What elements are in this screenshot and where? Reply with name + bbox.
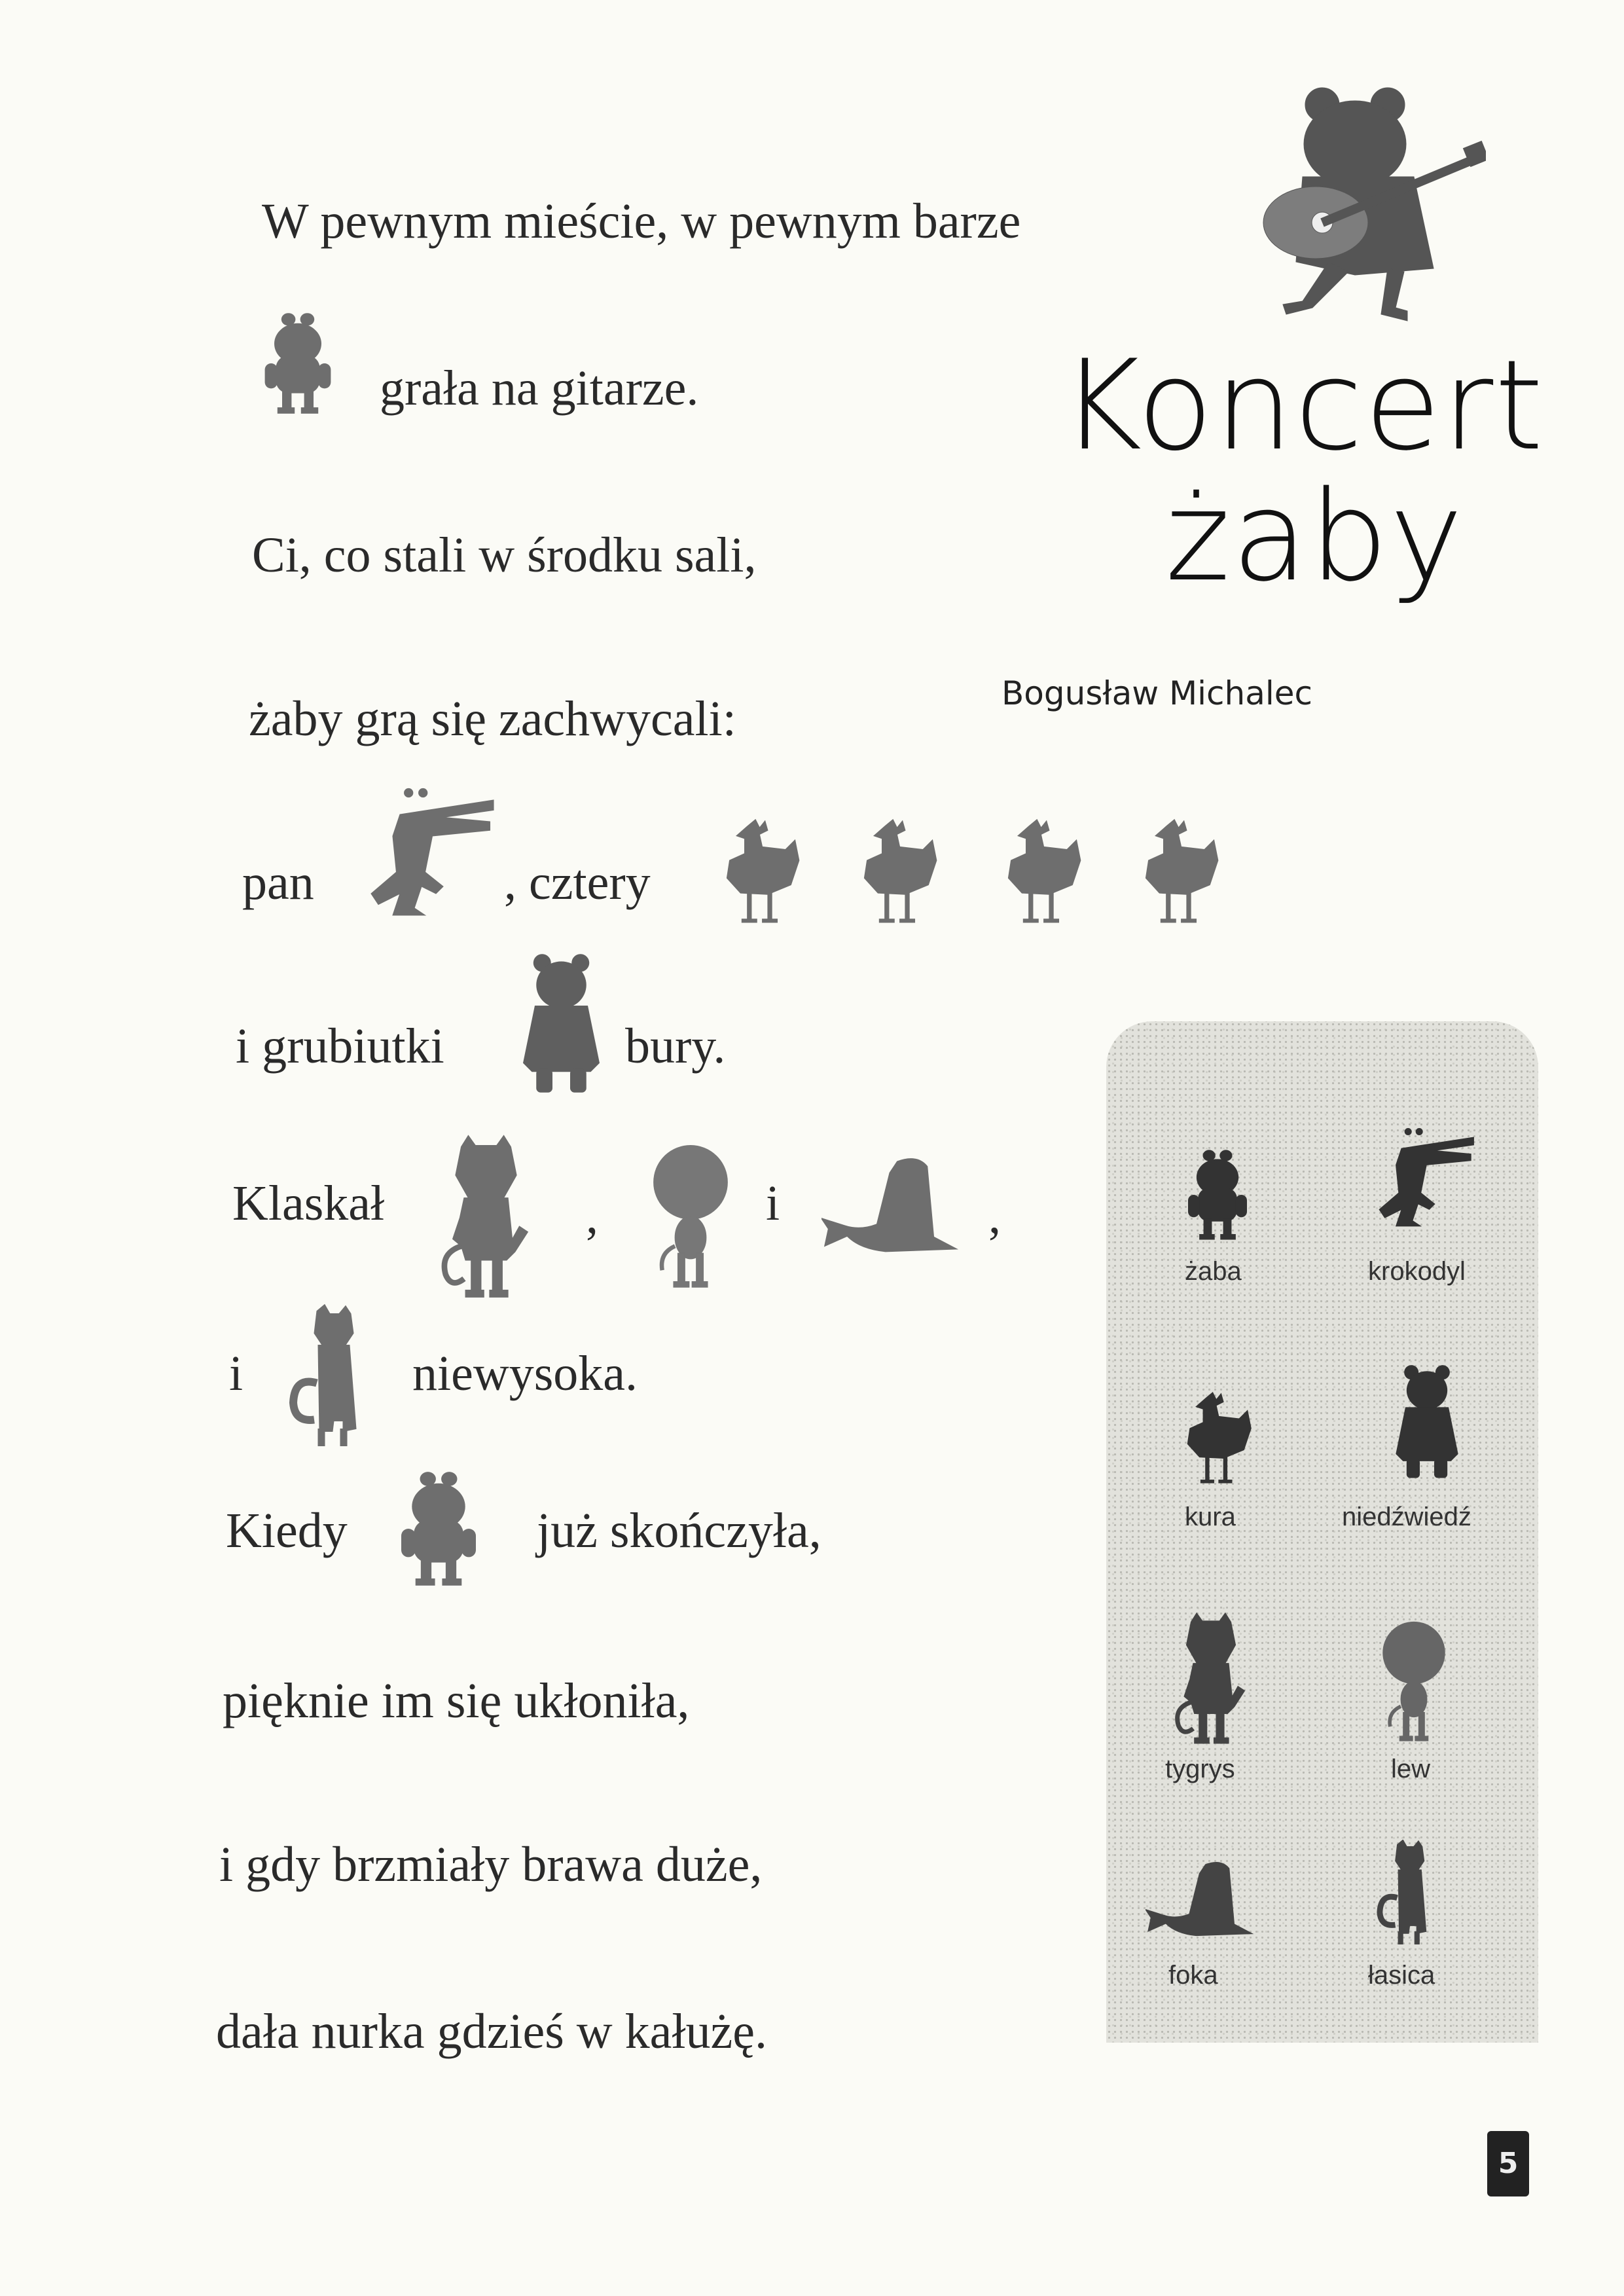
crocodile-icon	[1368, 1120, 1479, 1244]
poem-line-9-start: Kiedy	[226, 1503, 348, 1558]
legend-label-weasel: łasica	[1368, 1961, 1435, 1990]
seal-icon	[821, 1139, 962, 1270]
seal-icon	[1146, 1846, 1257, 1951]
poem-line-1: W pewnym mieście, w pewnym barze	[262, 194, 1021, 249]
tiger-icon	[1165, 1611, 1257, 1748]
poem-line-10: pięknie im się ukłoniła,	[223, 1673, 690, 1728]
poem-line-8-start: i	[229, 1346, 244, 1401]
poem-line-7-start: Klaskał	[232, 1176, 385, 1231]
lion-icon	[1378, 1617, 1450, 1748]
poem-line-11: i gdy brzmiały brawa duże,	[219, 1837, 763, 1892]
hen-icon	[857, 818, 939, 930]
poem-line-6-start: i grubiutki	[236, 1019, 444, 1074]
frog-icon	[1182, 1146, 1254, 1244]
legend-label-hen: kura	[1185, 1503, 1236, 1531]
legend-label-tiger: tygrys	[1165, 1755, 1235, 1783]
lion-icon	[648, 1139, 733, 1296]
poem-line-6-end: bury.	[625, 1019, 726, 1074]
poem-title	[1060, 333, 1584, 609]
hen-icon	[1139, 818, 1221, 930]
legend-label-crocodile: krokodyl	[1368, 1257, 1466, 1286]
poem-line-8-end: niewysoka.	[412, 1346, 638, 1401]
illustration-bear-guitar-icon	[1224, 72, 1486, 347]
poem-line-5-start: pan	[242, 855, 314, 910]
poem-author: Bogusław Michalec	[1001, 674, 1312, 712]
legend-label-lion: lew	[1391, 1755, 1431, 1783]
poem-line-7-end-comma: ,	[988, 1189, 1001, 1244]
poem-line-5-mid: , cztery	[504, 855, 651, 910]
tiger-icon	[432, 1133, 540, 1303]
legend-label-seal: foka	[1168, 1961, 1218, 1990]
poem-line-12: dała nurka gdzieś w kałużę.	[216, 2004, 767, 2059]
poem-title-line-1: Koncert	[1060, 333, 1545, 478]
poem-title-line-2: żaby	[1165, 464, 1465, 609]
poem-line-7-comma: ,	[586, 1189, 598, 1244]
legend-label-frog: żaba	[1185, 1257, 1242, 1286]
poem-line-9-end: już skończyła,	[537, 1503, 821, 1558]
crocodile-icon	[357, 786, 501, 930]
bear-icon	[1391, 1358, 1463, 1489]
legend-label-bear: niedźwiedź	[1342, 1503, 1471, 1531]
weasel-icon	[1375, 1840, 1440, 1951]
bear-icon	[517, 949, 605, 1103]
page-number: 5	[1487, 2131, 1529, 2196]
hen-icon	[1182, 1391, 1254, 1489]
frog-icon	[259, 308, 337, 419]
poem-line-2: grała na gitarze.	[380, 361, 699, 416]
animal-legend-panel	[1106, 1021, 1538, 2043]
poem-line-4: żaby grą się zachwycali:	[249, 691, 736, 746]
poem-line-3: Ci, co stali w środku sali,	[252, 528, 757, 583]
frog-icon	[393, 1467, 484, 1591]
hen-icon	[720, 818, 802, 930]
weasel-icon	[288, 1303, 373, 1457]
hen-icon	[1001, 818, 1083, 930]
poem-line-7-and: i	[766, 1176, 780, 1231]
